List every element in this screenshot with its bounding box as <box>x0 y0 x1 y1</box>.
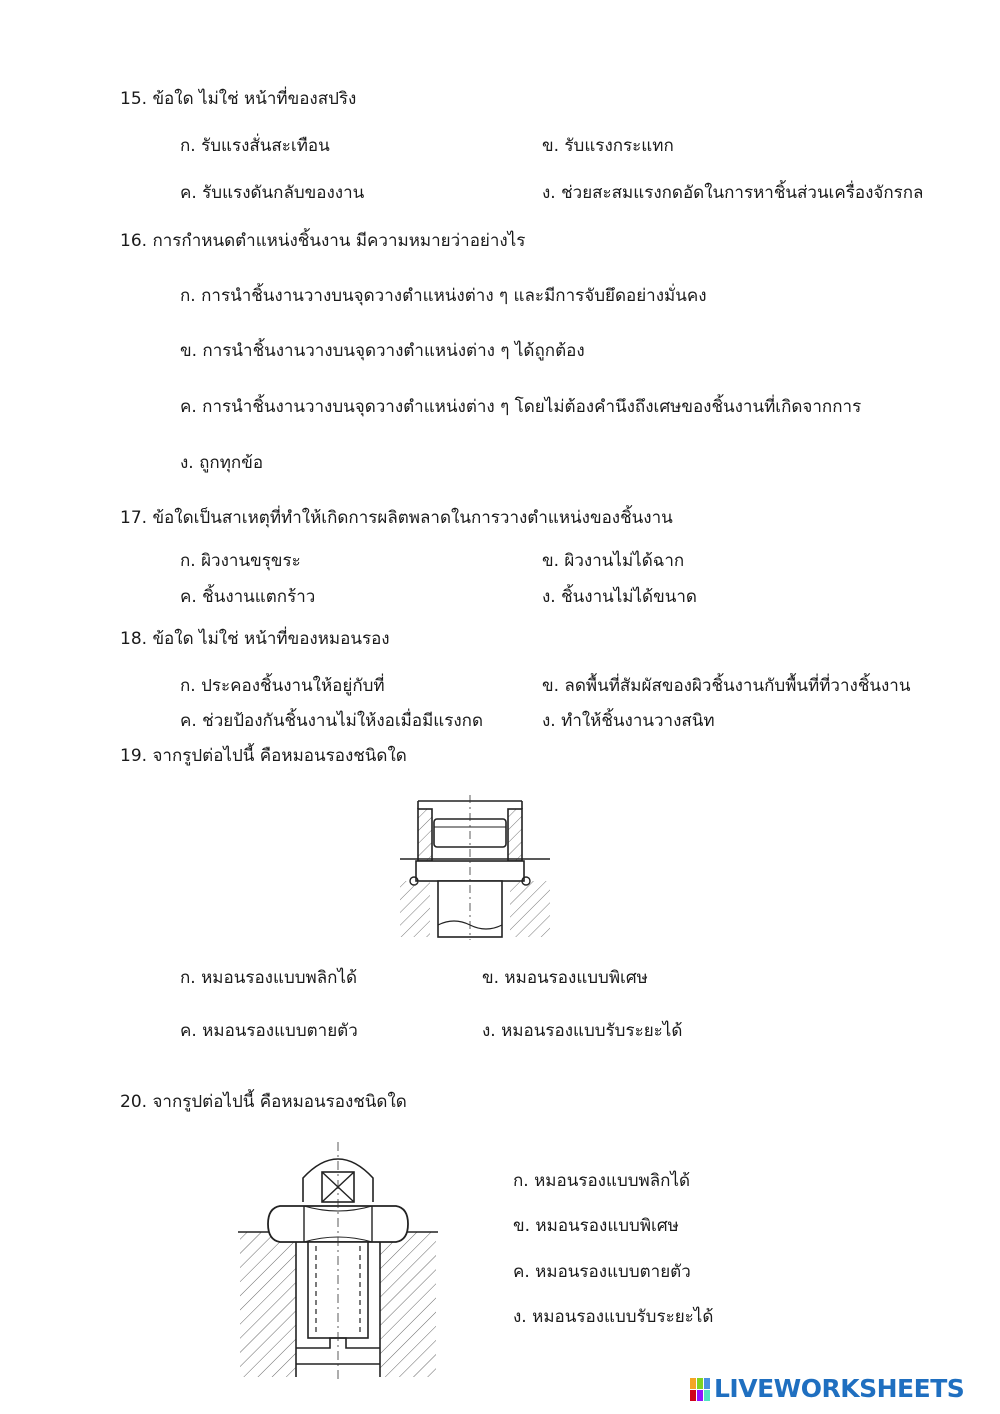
q15-option-d[interactable]: ง. ช่วยสะสมแรงกดอัดในการหาชิ้นส่วนเครื่องจักรกล <box>542 183 924 203</box>
q20-option-c[interactable]: ค. หมอนรองแบบตายตัว <box>513 1262 691 1282</box>
q16-option-b[interactable]: ข. การนำชิ้นงานวางบนจุดวางตำแหน่งต่าง ๆ ได้ถูกต้อง <box>180 341 585 361</box>
support-pin-figure-19 <box>390 795 560 940</box>
q16-option-d[interactable]: ง. ถูกทุกข้อ <box>180 453 264 473</box>
q17-option-c[interactable]: ค. ชิ้นงานแตกร้าว <box>180 587 316 607</box>
question-17: 17. ข้อใดเป็นสาเหตุที่ทำให้เกิดการผลิตพลาดในการวางตำแหน่งของชิ้นงาน <box>120 508 673 528</box>
q16-option-a[interactable]: ก. การนำชิ้นงานวางบนจุดวางตำแหน่งต่าง ๆ และมีการจับยึดอย่างมั่นคง <box>180 286 707 306</box>
question-16: 16. การกำหนดตำแหน่งชิ้นงาน มีความหมายว่าอย่างไร <box>120 231 526 251</box>
question-19: 19. จากรูปต่อไปนี้ คือหมอนรองชนิดใด <box>120 746 407 766</box>
question-20: 20. จากรูปต่อไปนี้ คือหมอนรองชนิดใด <box>120 1092 407 1112</box>
q19-option-a[interactable]: ก. หมอนรองแบบพลิกได้ <box>180 968 358 988</box>
q20-option-d[interactable]: ง. หมอนรองแบบรับระยะได้ <box>513 1307 714 1327</box>
q15-option-b[interactable]: ข. รับแรงกระแทก <box>542 136 674 156</box>
q16-option-c[interactable]: ค. การนำชิ้นงานวางบนจุดวางตำแหน่งต่าง ๆ โดยไม่ต้องคำนึงถึงเศษของชิ้นงานที่เกิดจากการ <box>180 397 862 417</box>
q15-option-a[interactable]: ก. รับแรงสั่นสะเทือน <box>180 136 330 156</box>
question-18: 18. ข้อใด ไม่ใช่ หน้าที่ของหมอนรอง <box>120 629 390 649</box>
q19-option-c[interactable]: ค. หมอนรองแบบตายตัว <box>180 1021 358 1041</box>
q18-option-c[interactable]: ค. ช่วยป้องกันชิ้นงานไม่ให้งอเมื่อมีแรงกด <box>180 711 483 731</box>
q15-option-c[interactable]: ค. รับแรงดันกลับของงาน <box>180 183 365 203</box>
q17-option-d[interactable]: ง. ชิ้นงานไม่ได้ขนาด <box>542 587 697 607</box>
q19-option-b[interactable]: ข. หมอนรองแบบพิเศษ <box>482 968 648 988</box>
question-15: 15. ข้อใด ไม่ใช่ หน้าที่ของสปริง <box>120 89 357 109</box>
q17-option-a[interactable]: ก. ผิวงานขรุขระ <box>180 551 301 571</box>
q18-option-b[interactable]: ข. ลดพื้นที่สัมผัสของผิวชิ้นงานกับพื้นที่ที่วางชิ้นงาน <box>542 676 911 696</box>
q18-option-a[interactable]: ก. ประคองชิ้นงานให้อยู่กับที่ <box>180 676 385 696</box>
q20-option-b[interactable]: ข. หมอนรองแบบพิเศษ <box>513 1216 679 1236</box>
logo-text: LIVEWORKSHEETS <box>714 1374 965 1403</box>
adjustable-support-figure-20 <box>238 1142 438 1382</box>
q18-option-d[interactable]: ง. ทำให้ชิ้นงานวางสนิท <box>542 711 715 731</box>
liveworksheets-logo <box>690 1376 990 1406</box>
q20-option-a[interactable]: ก. หมอนรองแบบพลิกได้ <box>513 1171 691 1191</box>
q17-option-b[interactable]: ข. ผิวงานไม่ได้ฉาก <box>542 551 685 571</box>
q19-option-d[interactable]: ง. หมอนรองแบบรับระยะได้ <box>482 1021 683 1041</box>
liveworksheets-logo-icon <box>690 1378 712 1402</box>
